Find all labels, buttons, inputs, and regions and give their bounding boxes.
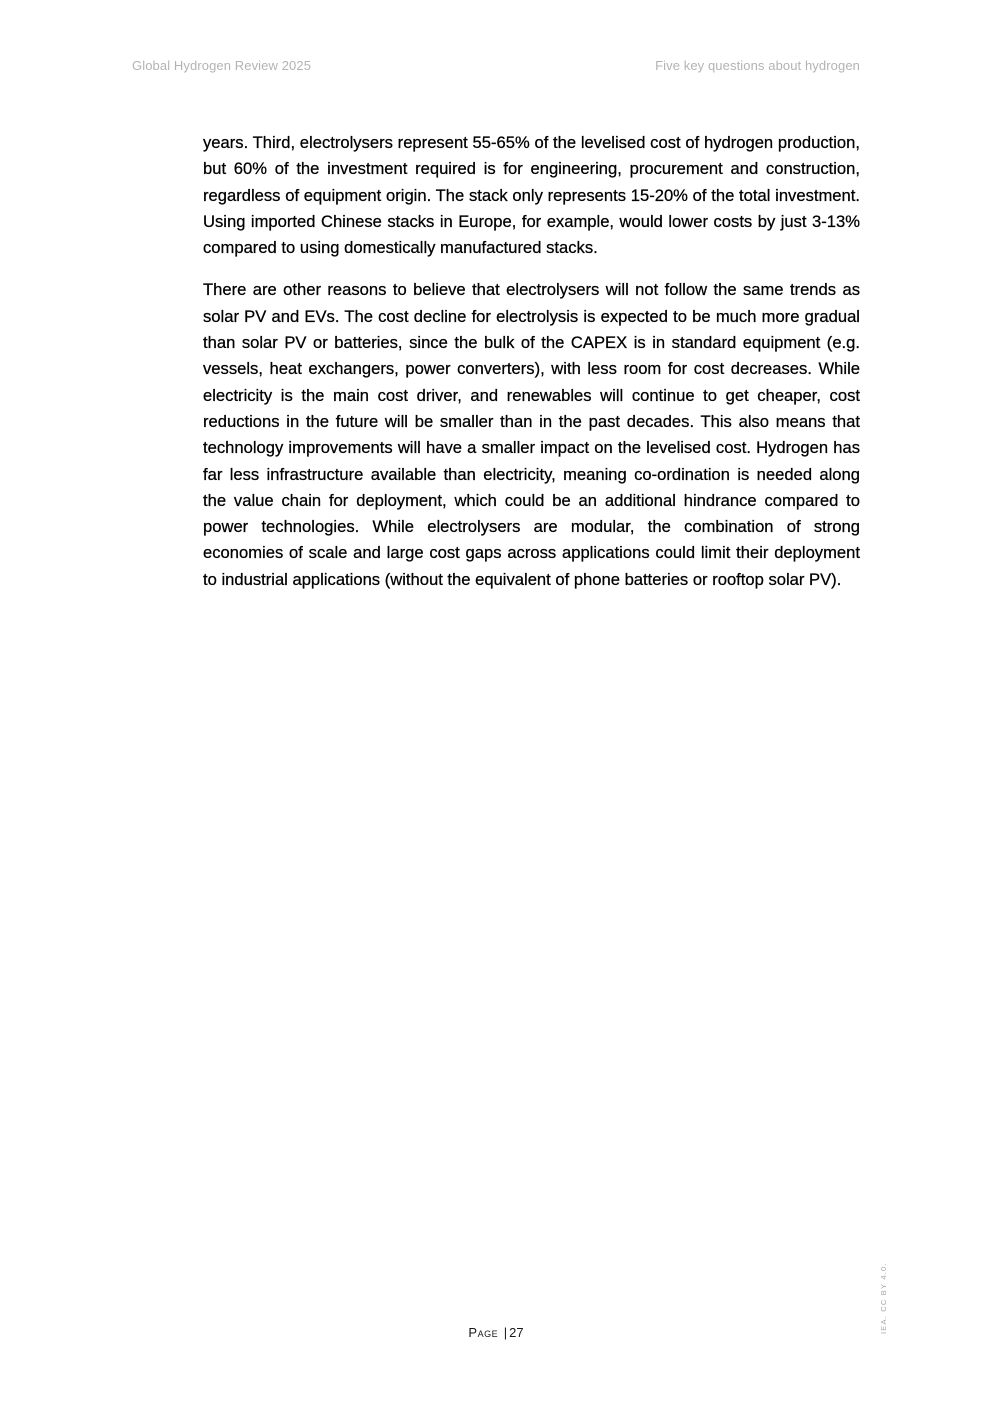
page-number: 27 <box>509 1325 524 1340</box>
report-title: Global Hydrogen Review 2025 <box>132 58 312 73</box>
page-footer <box>0 1325 992 1340</box>
paragraph-1: years. Third, electrolysers represent 55-65% of the levelised cost of hydrogen production, but 60% of the investment required is for engineering, procurement and construction, regardless of equipment origin. The stack only represents 15-20% of the total investment. Using imported Chinese stacks in Europe, for example, would lower costs by just 3-13% compared to using domestically manufactured stacks. <box>203 133 860 258</box>
body-text <box>203 130 860 609</box>
license-notice: IEA. CC BY 4.0. <box>879 1262 888 1334</box>
running-header <box>132 58 860 76</box>
page-label: Page <box>468 1325 499 1340</box>
chapter-title: Five key questions about hydrogen <box>655 58 860 73</box>
page-separator: | <box>503 1325 508 1340</box>
paragraph-2: There are other reasons to believe that electrolysers will not follow the same trends as solar PV and EVs. The cost decline for electrolysis is expected to be much more gradual than solar PV or batteries, since the bulk of the CAPEX is in standard equipment (e.g. vessels, heat exchangers, power converters), with less room for cost decreases. While electricity is the main cost driver, and renewables will continue to get cheaper, cost reductions in the future will be smaller than in the past decades. This also means that technology improvements will have a smaller impact on the levelised cost. Hydrogen has far less infrastructure available than electricity, meaning co-ordination is needed along the value chain for deployment, which could be an additional hindrance compared to power technologies. While electrolysers are modular, the combination of strong economies of scale and large cost gaps across applications could limit their deployment to industrial applications (without the equivalent of phone batteries or rooftop solar PV). <box>203 280 860 589</box>
